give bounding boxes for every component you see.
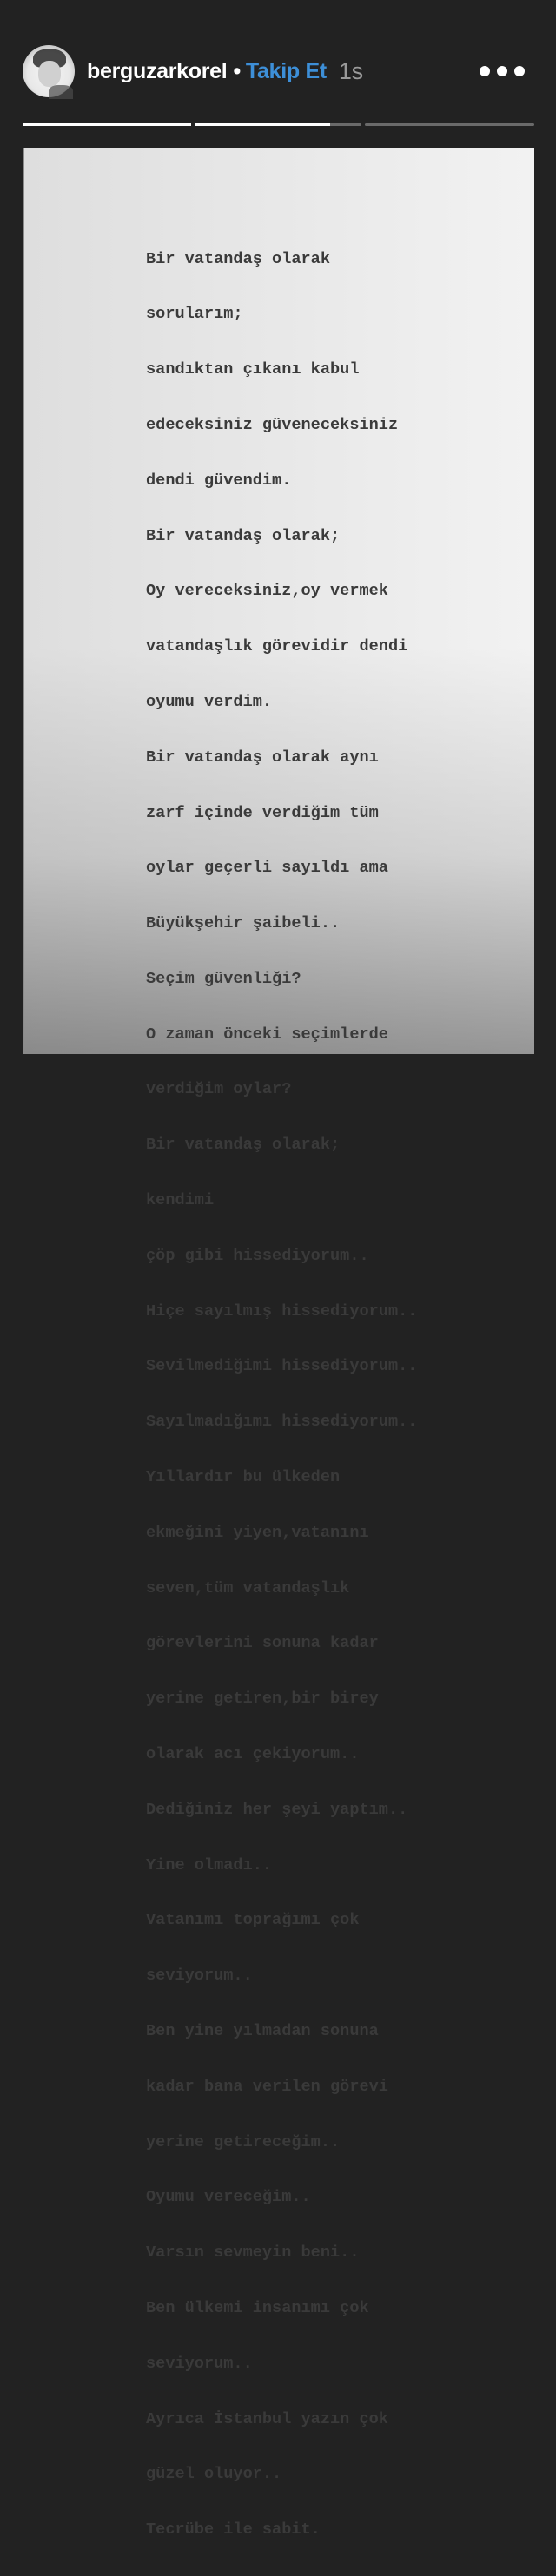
story-text-line: güzel oluyor..: [146, 2465, 282, 2484]
story-text-line: Sayılmadığımı hissediyorum..: [146, 1413, 418, 1432]
story-text-line: Ayrıca İstanbul yazın çok: [146, 2409, 388, 2428]
story-text-line: Bir vatandaş olarak aynı: [146, 748, 379, 767]
story-header: [0, 0, 556, 122]
progress-fill: [195, 123, 330, 126]
story-text-line: Oyumu vereceğim..: [146, 2188, 311, 2207]
story-text-line: seviyorum..: [146, 2354, 253, 2373]
story-text-line: oylar geçerli sayıldı ama: [146, 859, 388, 878]
story-text-line: kendimi: [146, 1191, 215, 1210]
story-text-line: Bir vatandaş olarak: [146, 249, 331, 268]
more-options-button[interactable]: [480, 61, 525, 82]
story-text-line: seven,tüm vatandaşlık: [146, 1578, 350, 1598]
story-text-line: Yine olmadı..: [146, 1855, 273, 1874]
story-text-body: [146, 213, 417, 2576]
story-text-line: Sevilmediğimi hissediyorum..: [146, 1357, 418, 1376]
timestamp: 1s: [338, 57, 363, 84]
story-text-line: seviyorum..: [146, 1967, 253, 1986]
avatar[interactable]: [23, 45, 75, 97]
story-text-line: çöp gibi hissediyorum..: [146, 1246, 369, 1265]
story-progress-segment-3: [365, 123, 534, 126]
more-horizontal-icon: [480, 66, 490, 76]
story-text-line: Hiçe sayılmış hissediyorum..: [146, 1301, 418, 1321]
story-progress-segment-2: [195, 123, 361, 126]
story-text-line: edeceksiniz güveneceksiniz: [146, 415, 399, 434]
progress-fill: [23, 123, 191, 126]
story-text-line: sorularım;: [146, 305, 243, 324]
story-text-line: yerine getiren,bir birey: [146, 1690, 379, 1709]
story-progress-segment-1: [23, 123, 191, 126]
header-info: [87, 56, 363, 87]
story-text-line: Yıllardır bu ülkeden: [146, 1468, 341, 1487]
story-content[interactable]: [23, 148, 534, 2540]
follow-button[interactable]: Takip Et: [245, 58, 327, 83]
story-text-line: yerine getireceğim..: [146, 2132, 341, 2151]
username-link[interactable]: berguzarkorel: [87, 58, 228, 83]
story-text-line: Ben yine yılmadan sonuna: [146, 2022, 379, 2041]
story-text-line: sandıktan çıkanı kabul: [146, 360, 360, 379]
story-text-line: Vatanımı toprağımı çok: [146, 1911, 360, 1930]
story-text-line: Tecrübe ile sabit.: [146, 2520, 321, 2540]
story-text-line: Dediğiniz her şeyi yaptım..: [146, 1800, 408, 1819]
story-text-line: vatandaşlık görevidir dendi: [146, 637, 408, 656]
story-text-line: O zaman önceki seçimlerde: [146, 1024, 388, 1044]
story-text-line: Oy vereceksiniz,oy vermek: [146, 582, 388, 601]
separator-dot: •: [233, 58, 241, 83]
avatar-shoulder-shape: [49, 85, 73, 99]
story-text-line: Büyükşehir şaibeli..: [146, 914, 341, 933]
story-text-line: Seçim güvenliği?: [146, 969, 301, 988]
story-text-line: Bir vatandaş olarak;: [146, 1136, 341, 1155]
story-text-line: verdiğim oylar?: [146, 1080, 292, 1099]
story-text-line: ekmeğini yiyen,vatanını: [146, 1523, 369, 1542]
avatar-face-shape: [38, 61, 61, 87]
story-text-line: dendi güvendim.: [146, 471, 292, 490]
story-text-line: Varsın sevmeyin beni..: [146, 2243, 360, 2263]
story-text-line: Bir vatandaş olarak;: [146, 526, 341, 545]
more-horizontal-icon: [497, 66, 507, 76]
story-text-line: olarak acı çekiyorum..: [146, 1745, 360, 1764]
story-text-line: oyumu verdim.: [146, 692, 273, 711]
story-text-line: görevlerini sonuna kadar: [146, 1634, 379, 1653]
story-text-line: Ben ülkemi insanımı çok: [146, 2299, 369, 2318]
story-text-line: kadar bana verilen görevi: [146, 2077, 388, 2096]
story-text-line: zarf içinde verdiğim tüm: [146, 803, 379, 822]
more-horizontal-icon: [514, 66, 525, 76]
